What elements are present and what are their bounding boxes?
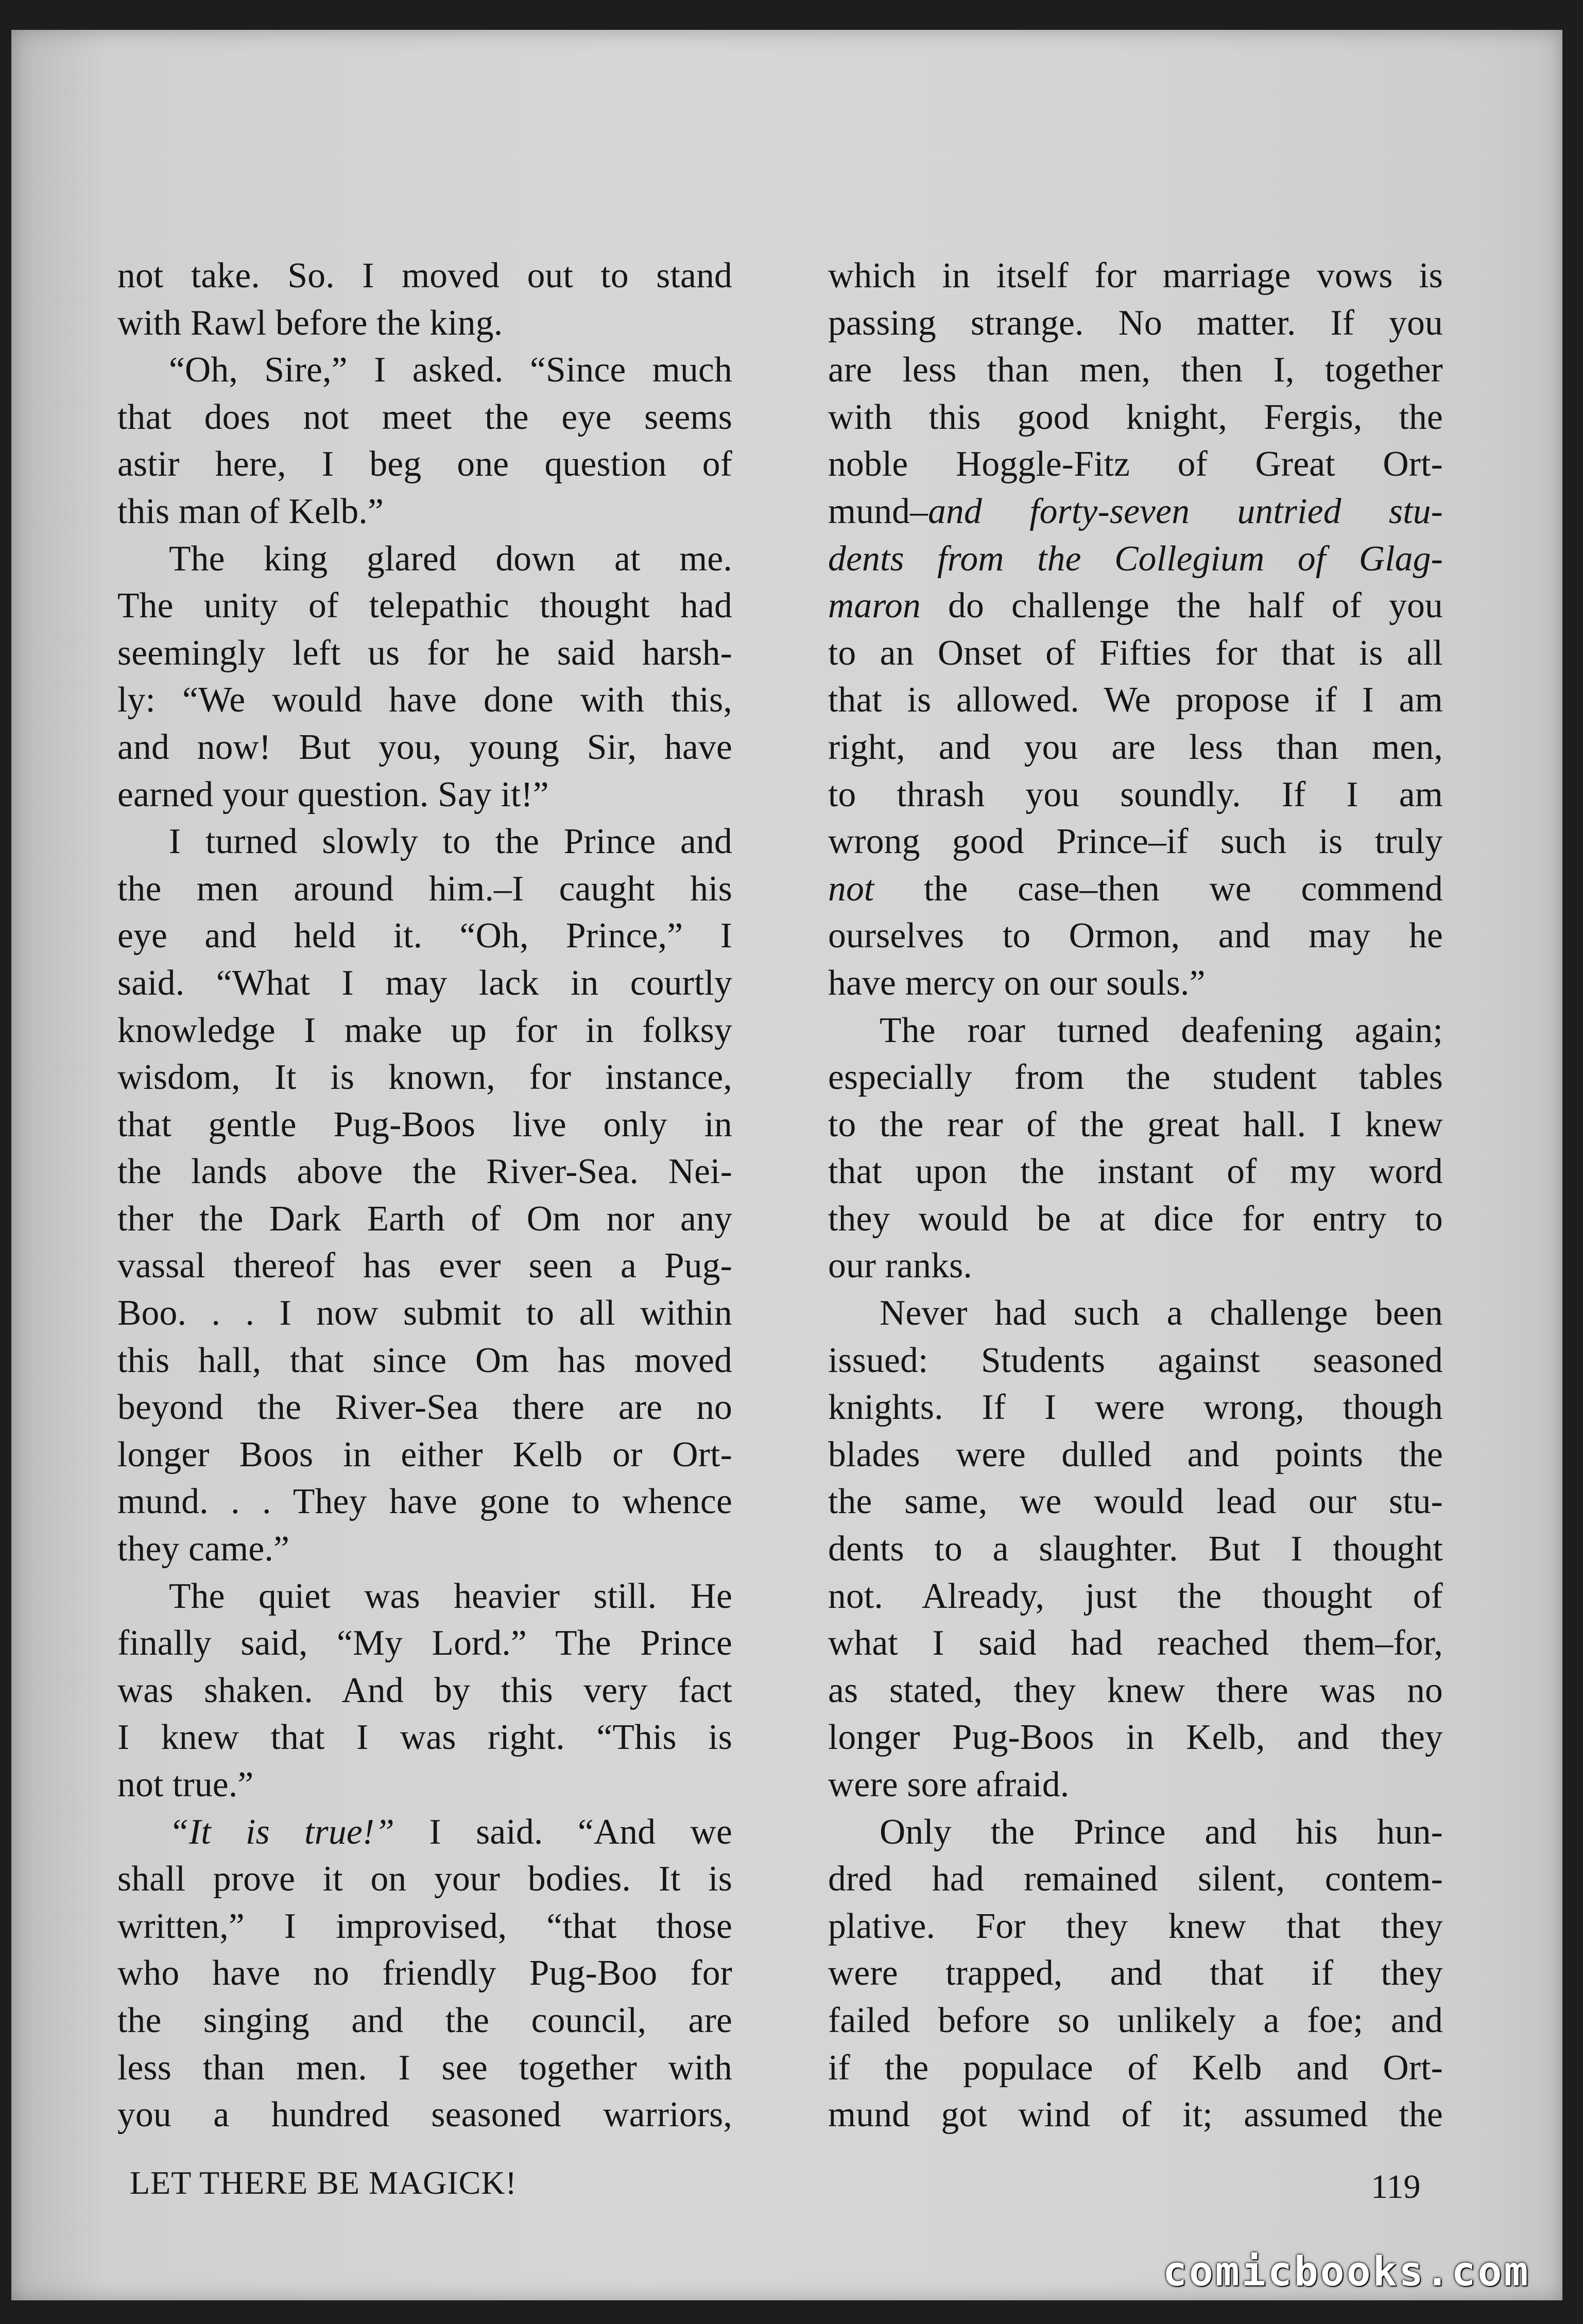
text-line bbox=[828, 1855, 1443, 1903]
book-page bbox=[11, 30, 1562, 2300]
text-line bbox=[117, 1903, 732, 1950]
line-text: longer Pug-Boos in Kelb, and they bbox=[828, 1718, 1443, 1758]
line-text: the singing and the council, are bbox=[117, 2000, 732, 2040]
text-line bbox=[117, 2044, 732, 2092]
line-text: that upon the instant of my word bbox=[828, 1152, 1443, 1192]
line-text: wisdom, It is known, for instance, bbox=[117, 1057, 732, 1098]
line-text: blades were dulled and points the bbox=[828, 1434, 1443, 1475]
text-line bbox=[117, 1431, 732, 1479]
line-text: if the populace of Kelb and Ort- bbox=[828, 2048, 1443, 2088]
text-line bbox=[828, 1431, 1443, 1479]
text-line bbox=[117, 1384, 732, 1431]
line-text: eye and held it. “Oh, Prince,” I bbox=[117, 916, 732, 956]
text-line bbox=[117, 1195, 732, 1243]
line-text: they came.” bbox=[117, 1529, 290, 1569]
text-line bbox=[828, 1337, 1443, 1384]
line-text: astir here, I beg one question of bbox=[117, 444, 732, 484]
text-line bbox=[117, 1809, 732, 1856]
text-line bbox=[828, 677, 1443, 724]
line-text: shall prove it on your bodies. It is bbox=[117, 1859, 732, 1899]
text-line bbox=[117, 1478, 732, 1525]
italic-text: not bbox=[828, 869, 874, 909]
line-text: mund got wind of it; assumed the bbox=[828, 2095, 1443, 2135]
text-line bbox=[117, 1667, 732, 1714]
text-line bbox=[828, 1478, 1443, 1525]
line-text: dred had remained silent, contem- bbox=[828, 1859, 1443, 1899]
text-line bbox=[117, 488, 732, 535]
watermark: comicbooks.com bbox=[1163, 2249, 1530, 2295]
text-line bbox=[117, 1054, 732, 1101]
line-text: ther the Dark Earth of Om nor any bbox=[117, 1199, 732, 1239]
text-line bbox=[828, 1667, 1443, 1714]
text-line bbox=[117, 630, 732, 677]
line-text: I knew that I was right. “This is bbox=[117, 1718, 732, 1758]
line-text: issued: Students against seasoned bbox=[828, 1340, 1443, 1380]
line-text: The unity of telepathic thought had bbox=[117, 586, 732, 626]
text-line bbox=[828, 912, 1443, 960]
text-line bbox=[117, 1242, 732, 1290]
text-line bbox=[117, 346, 732, 394]
running-footer-title: LET THERE BE MAGICK! bbox=[130, 2164, 517, 2201]
line-text: knights. If I were wrong, though bbox=[828, 1388, 1443, 1428]
text-line bbox=[828, 582, 1443, 630]
line-text: was shaken. And by this very fact bbox=[117, 1670, 732, 1710]
line-text: failed before so unlikely a foe; and bbox=[828, 2000, 1443, 2040]
line-text: who have no friendly Pug-Boo for bbox=[117, 1953, 732, 1993]
line-text: with Rawl before the king. bbox=[117, 303, 503, 343]
text-line bbox=[828, 1242, 1443, 1290]
line-text: were sore afraid. bbox=[828, 1765, 1070, 1805]
line-text: seemingly left us for he said harsh- bbox=[117, 633, 732, 673]
text-line bbox=[117, 2091, 732, 2139]
text-line bbox=[828, 1148, 1443, 1195]
text-line bbox=[117, 1290, 732, 1337]
text-line bbox=[828, 1903, 1443, 1950]
text-line bbox=[828, 865, 1443, 913]
text-line bbox=[828, 488, 1443, 535]
text-line bbox=[828, 1573, 1443, 1620]
text-line bbox=[117, 394, 732, 441]
text-line bbox=[117, 1950, 732, 1997]
text-line bbox=[828, 346, 1443, 394]
line-text: ourselves to Ormon, and may he bbox=[828, 916, 1443, 956]
text-line bbox=[828, 630, 1443, 677]
text-line bbox=[117, 300, 732, 347]
line-text: to the rear of the great hall. I knew bbox=[828, 1104, 1443, 1144]
text-line bbox=[117, 960, 732, 1007]
text-line bbox=[117, 1007, 732, 1054]
text-line bbox=[828, 724, 1443, 771]
italic-text: and forty-seven untried stu- bbox=[928, 491, 1443, 531]
line-text: Never had such a challenge been bbox=[880, 1293, 1443, 1333]
line-text: right, and you are less than men, bbox=[828, 727, 1443, 767]
text-line bbox=[117, 1714, 732, 1761]
text-line bbox=[828, 394, 1443, 441]
text-line bbox=[828, 441, 1443, 488]
line-text: said. “What I may lack in courtly bbox=[117, 963, 732, 1003]
line-text: noble Hoggle-Fitz of Great Ort- bbox=[828, 444, 1443, 484]
line-text: which in itself for marriage vows is bbox=[828, 256, 1443, 296]
text-line bbox=[828, 1525, 1443, 1573]
line-text: plative. For they knew that they bbox=[828, 1906, 1443, 1946]
text-line bbox=[117, 582, 732, 630]
line-text: that is allowed. We propose if I am bbox=[828, 680, 1443, 720]
text-line bbox=[828, 771, 1443, 819]
text-line bbox=[828, 1007, 1443, 1054]
text-line bbox=[828, 1950, 1443, 1997]
line-text: this hall, that since Om has moved bbox=[117, 1340, 732, 1380]
text-line bbox=[117, 252, 732, 300]
page-number: 119 bbox=[1371, 2168, 1421, 2206]
line-text: this man of Kelb.” bbox=[117, 491, 384, 531]
line-text: were trapped, and that if they bbox=[828, 1953, 1443, 1993]
line-text: they would be at dice for entry to bbox=[828, 1199, 1443, 1239]
text-line bbox=[117, 535, 732, 583]
line-text: I said. “And we bbox=[394, 1812, 732, 1852]
text-line bbox=[117, 1761, 732, 1809]
line-text: vassal thereof has ever seen a Pug- bbox=[117, 1246, 732, 1286]
line-text: mund– bbox=[828, 491, 928, 531]
text-line bbox=[828, 252, 1443, 300]
line-text: as stated, they knew there was no bbox=[828, 1670, 1443, 1710]
line-text: to an Onset of Fifties for that is all bbox=[828, 633, 1443, 673]
line-text: not. Already, just the thought of bbox=[828, 1576, 1443, 1616]
line-text: and now! But you, young Sir, have bbox=[117, 727, 732, 767]
text-line bbox=[828, 1054, 1443, 1101]
line-text: “Oh, Sire,” I asked. “Since much bbox=[169, 350, 732, 390]
line-text: The king glared down at me. bbox=[169, 539, 732, 579]
line-text: beyond the River-Sea there are no bbox=[117, 1388, 732, 1428]
line-text: have mercy on our souls.” bbox=[828, 963, 1206, 1003]
line-text: to thrash you soundly. If I am bbox=[828, 774, 1443, 814]
line-text: the lands above the River-Sea. Nei- bbox=[117, 1152, 732, 1192]
text-line bbox=[828, 960, 1443, 1007]
line-text: are less than men, then I, together bbox=[828, 350, 1443, 390]
text-line bbox=[828, 1195, 1443, 1243]
line-text: ly: “We would have done with this, bbox=[117, 680, 732, 720]
line-text: wrong good Prince–if such is truly bbox=[828, 822, 1443, 862]
line-text: mund. . . They have gone to whence bbox=[117, 1482, 732, 1522]
text-line bbox=[828, 1809, 1443, 1856]
text-line bbox=[117, 1997, 732, 2044]
text-line bbox=[117, 677, 732, 724]
text-line bbox=[828, 2091, 1443, 2139]
line-text: written,” I improvised, “that those bbox=[117, 1906, 732, 1946]
line-text: not true.” bbox=[117, 1765, 254, 1805]
line-text: the case–then we commend bbox=[874, 869, 1443, 909]
line-text: you a hundred seasoned warriors, bbox=[117, 2095, 732, 2135]
line-text: earned your question. Say it!” bbox=[117, 774, 549, 814]
text-line bbox=[117, 818, 732, 865]
line-text: the same, we would lead our stu- bbox=[828, 1482, 1443, 1522]
line-text: our ranks. bbox=[828, 1246, 972, 1286]
line-text: that does not meet the eye seems bbox=[117, 397, 732, 437]
line-text: Boo. . . I now submit to all within bbox=[117, 1293, 732, 1333]
italic-text: “It is true!” bbox=[169, 1812, 395, 1852]
text-line bbox=[828, 818, 1443, 865]
text-line bbox=[828, 2044, 1443, 2092]
line-text: with this good knight, Fergis, the bbox=[828, 397, 1443, 437]
line-text: I turned slowly to the Prince and bbox=[169, 822, 732, 862]
text-line bbox=[117, 865, 732, 913]
text-line bbox=[117, 1525, 732, 1573]
line-text: knowledge I make up for in folksy bbox=[117, 1010, 732, 1050]
line-text: what I said had reached them–for, bbox=[828, 1623, 1443, 1663]
line-text: less than men. I see together with bbox=[117, 2048, 732, 2088]
text-line bbox=[828, 300, 1443, 347]
line-text: do challenge the half of you bbox=[920, 586, 1443, 626]
text-line bbox=[828, 1714, 1443, 1761]
text-line bbox=[117, 1101, 732, 1149]
line-text: passing strange. No matter. If you bbox=[828, 303, 1443, 343]
text-line bbox=[117, 1148, 732, 1195]
line-text: the men around him.–I caught his bbox=[117, 869, 732, 909]
right-text-column bbox=[828, 252, 1443, 2139]
line-text: dents to a slaughter. But I thought bbox=[828, 1529, 1443, 1569]
italic-text: dents from the Collegium of Glag- bbox=[828, 539, 1443, 579]
line-text: especially from the student tables bbox=[828, 1057, 1443, 1098]
line-text: longer Boos in either Kelb or Ort- bbox=[117, 1434, 732, 1475]
text-line bbox=[117, 1573, 732, 1620]
text-line bbox=[117, 1855, 732, 1903]
line-text: not take. So. I moved out to stand bbox=[117, 256, 732, 296]
text-line bbox=[117, 912, 732, 960]
line-text: finally said, “My Lord.” The Prince bbox=[117, 1623, 732, 1663]
text-line bbox=[828, 1101, 1443, 1149]
text-line bbox=[828, 1290, 1443, 1337]
line-text: that gentle Pug-Boos live only in bbox=[117, 1104, 732, 1144]
text-line bbox=[828, 1761, 1443, 1809]
left-text-column bbox=[117, 252, 732, 2139]
text-line bbox=[117, 1620, 732, 1667]
text-line bbox=[828, 535, 1443, 583]
text-line bbox=[828, 1997, 1443, 2044]
line-text: Only the Prince and his hun- bbox=[880, 1812, 1443, 1852]
text-line bbox=[828, 1620, 1443, 1667]
text-line bbox=[117, 724, 732, 771]
text-line bbox=[828, 1384, 1443, 1431]
text-line bbox=[117, 1337, 732, 1384]
text-line bbox=[117, 771, 732, 819]
line-text: The quiet was heavier still. He bbox=[169, 1576, 732, 1616]
text-line bbox=[117, 441, 732, 488]
italic-text: maron bbox=[828, 586, 921, 626]
line-text: The roar turned deafening again; bbox=[880, 1010, 1443, 1050]
